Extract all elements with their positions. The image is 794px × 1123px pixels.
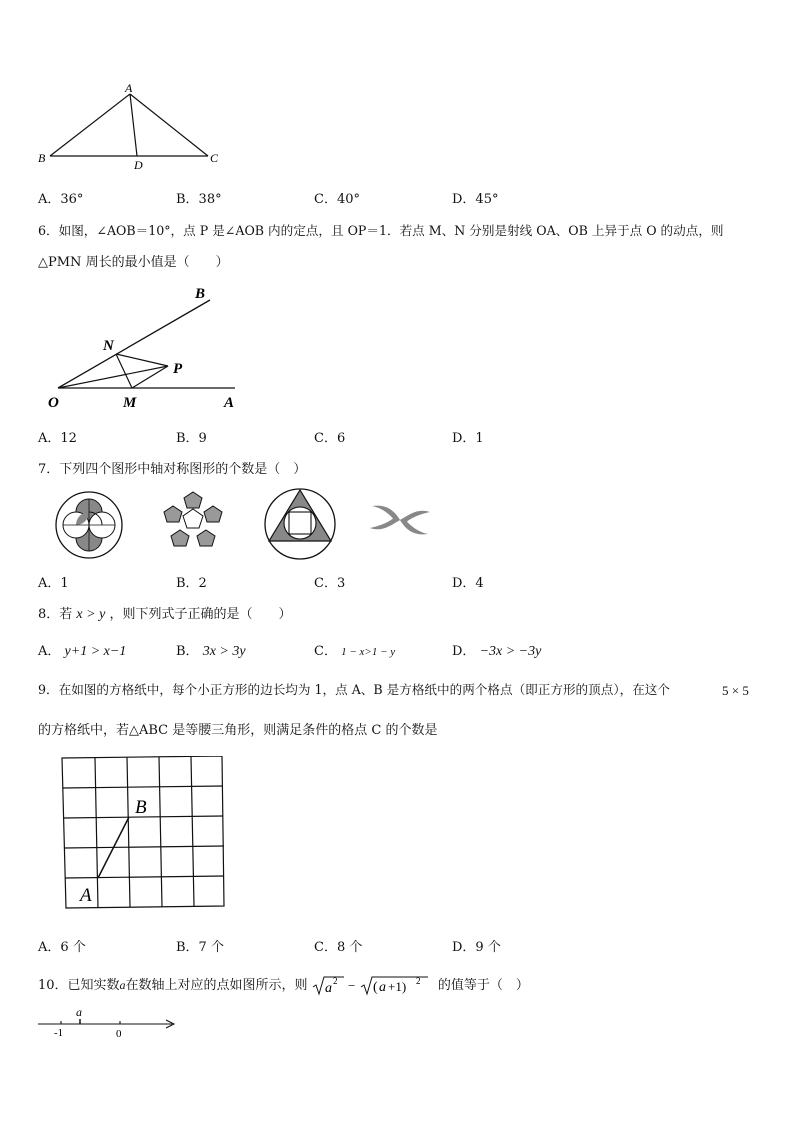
svg-text:a: a (378, 979, 386, 995)
q8-option-c[interactable] (314, 640, 395, 659)
q6-option-a[interactable]: A．12 (38, 431, 77, 446)
number-line-figure (36, 1004, 182, 1040)
q9-option-d[interactable]: D．9 个 (452, 940, 501, 955)
svg-text:+1): +1) (387, 978, 406, 994)
segment-ad (130, 94, 137, 156)
q5-option-c[interactable]: C．40° (314, 192, 360, 207)
q8-option-c-expr: 1 − x>1 − y (341, 646, 396, 658)
label-o: O (48, 395, 59, 411)
q10-prefix: 10．已知实数 (38, 978, 120, 993)
label-a: A (125, 82, 133, 95)
q8-option-b-expr: 3x > 3y (202, 644, 246, 659)
q8-option-a[interactable] (38, 640, 126, 660)
segment-nm (116, 354, 132, 388)
q6-text-line1: 6．如图，∠AOB＝10°，点 P 是∠AOB 内的定点，且 OP＝1．若点 M、N 分别是射线 OA、OB 上异于点 O 的动点，则 (38, 223, 724, 238)
q9-option-c[interactable]: C．8 个 (314, 940, 363, 955)
segment-op (58, 366, 168, 388)
q9-option-a[interactable]: A．6 个 (38, 940, 86, 955)
label-a: A (80, 885, 92, 906)
q9-text-line2: 的方格纸中，若△ABC 是等腰三角形，则满足条件的格点 C 的个数是 (38, 723, 438, 738)
q9-text-line1: 9．在如图的方格纸中，每个小正方形的边长均为 1，点 A、B 是方格纸中的两个格点（即正方形的顶点），在这个 (38, 682, 670, 697)
label-p: P (173, 361, 183, 377)
pinwheel-figure (364, 492, 436, 548)
svg-text:a: a (324, 980, 332, 996)
q7-option-a[interactable]: A．1 (38, 576, 69, 591)
q8-prefix: 8．若 (38, 607, 73, 622)
svg-text:2: 2 (332, 975, 338, 986)
label-n: N (103, 338, 114, 354)
q8-condition: x > y (76, 607, 106, 622)
radical-expression (312, 975, 434, 997)
pentagon-ring-figure (156, 488, 230, 558)
svg-text:2: 2 (415, 975, 421, 986)
q7-option-b[interactable]: B．2 (176, 576, 207, 591)
q10-suffix: 的值等于（ ） (437, 978, 529, 993)
triangle-abc-figure (30, 82, 230, 174)
q6-option-b[interactable]: B．9 (176, 431, 207, 446)
q8-option-d-expr: −3x > −3y (479, 644, 542, 659)
angle-aob-figure (40, 280, 250, 415)
q5-option-b[interactable]: B．38° (176, 192, 222, 207)
q8-option-d[interactable] (452, 640, 541, 660)
q8-option-b[interactable] (176, 640, 246, 660)
q7-option-d[interactable]: D．4 (452, 576, 484, 591)
label-neg-one: -1 (54, 1027, 64, 1039)
label-c: C (210, 151, 219, 165)
q6-text-line2: △PMN 周长的最小值是（ ） (38, 255, 229, 270)
q8-option-d-letter: D． (452, 644, 476, 659)
ray-ob (58, 300, 210, 388)
four-petal-circle-figure (52, 488, 126, 562)
q5-option-a[interactable]: A．36° (38, 192, 84, 207)
label-m: M (123, 395, 137, 411)
label-a: A (224, 395, 235, 411)
q8-option-c-letter: C． (314, 644, 337, 659)
label-b: B (195, 286, 206, 302)
q9-grid-size: 5 × 5 (722, 683, 749, 698)
square-grid-figure (60, 756, 230, 914)
q8-option-a-expr: y+1 > x−1 (64, 644, 127, 659)
q9-option-b[interactable]: B．7 个 (176, 940, 224, 955)
q7-text: 7．下列四个图形中轴对称图形的个数是（ ） (38, 462, 307, 477)
q8-option-a-letter: A． (38, 644, 61, 659)
label-b: B (135, 797, 147, 818)
q10-mid: 在数轴上对应的点如图所示，则 (125, 978, 308, 993)
label-zero: 0 (116, 1028, 122, 1040)
q7-option-c[interactable]: C．3 (314, 576, 346, 591)
svg-text:(: ( (372, 979, 378, 995)
q8-text (38, 603, 291, 623)
side-ac (130, 94, 208, 156)
label-b: B (38, 151, 46, 165)
q10-text (38, 974, 529, 997)
label-a: a (76, 1005, 82, 1019)
q6-option-d[interactable]: D．1 (452, 431, 484, 446)
q6-option-c[interactable]: C．6 (314, 431, 346, 446)
q8-option-b-letter: B． (176, 644, 199, 659)
q10-var: a (119, 978, 126, 992)
label-d: D (134, 158, 143, 172)
circle-triangle-square-figure (262, 486, 338, 562)
segment-np (116, 354, 168, 366)
q5-option-d[interactable]: D．45° (452, 192, 499, 207)
q8-suffix: ，则下列式子正确的是（ ） (109, 607, 292, 622)
svg-text:−: − (347, 977, 356, 993)
side-ab (50, 94, 130, 156)
